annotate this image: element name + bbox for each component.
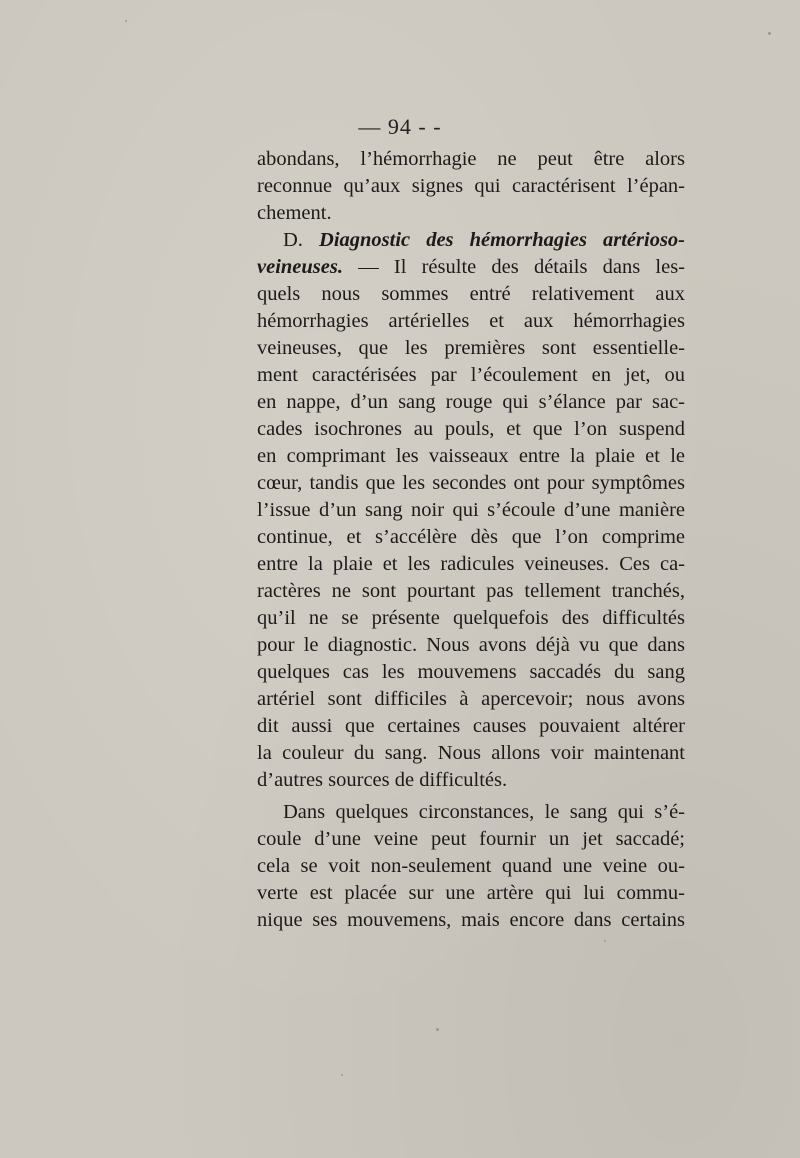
text-line: coule d’une veine peut fournir un jet saccadé; [257,828,685,850]
text-line: pour le diagnostic. Nous avons déjà vu que dans [257,634,685,656]
section-title-continued: veineuses. [257,256,343,278]
text-line: l’issue d’un sang noir qui s’écoule d’une manière [257,499,685,521]
text-line: artériel sont difficiles à apercevoir; nous avons [257,688,685,710]
text-line: ment caractérisées par l’écoulement en jet, ou [257,364,685,386]
text-line: cela se voit non-seulement quand une veine ou- [257,855,685,877]
text-line: chement. [257,202,332,224]
text-line: dit aussi que certaines causes pouvaient altérer [257,715,685,737]
text-line: continue, et s’accélère dès que l’on comprime [257,526,685,548]
paper-speck [125,20,127,22]
text-line: en comprimant les vaisseaux entre la plaie et le [257,445,685,467]
text-line: en nappe, d’un sang rouge qui s’élance par sac- [257,391,685,413]
text-line: hémorrhagies artérielles et aux hémorrhagies [257,310,685,332]
section-title: Diagnostic des hémorrhagies artérioso- [319,229,685,251]
text-line: veineuses, que les premières sont essentielle- [257,337,685,359]
text-line: reconnue qu’aux signes qui caractérisent l’épan- [257,175,685,197]
text-line: verte est placée sur une artère qui lui commu- [257,882,685,904]
text-line: — Il résulte des détails dans les- [358,256,686,278]
text-line: cœur, tandis que les secondes ont pour symptômes [257,472,685,494]
text-line: la couleur du sang. Nous allons voir maintenant [257,742,685,764]
section-heading-continuation [257,254,685,281]
paper-speck [436,1028,439,1031]
text-line: abondans, l’hémorrhagie ne peut être alors [257,148,685,170]
page-number: — 94 - - [358,114,442,139]
text-line: d’autres sources de difficultés. [257,769,508,791]
section-heading-line [257,227,685,254]
paper-speck [768,32,771,35]
text-line: quels nous sommes entré relativement aux [257,283,685,305]
paper-speck [604,940,606,942]
text-line: qu’il ne se présente quelquefois des difficultés [257,607,685,629]
text-line: Dans quelques circonstances, le sang qui s’é- [283,801,685,823]
text-line: ractères ne sont pourtant pas tellement tranchés, [257,580,685,602]
text-line: cades isochrones au pouls, et que l’on suspend [257,418,685,440]
text-line: quelques cas les mouvemens saccadés du sang [257,661,685,683]
text-line: entre la plaie et les radicules veineuses. Ces ca- [257,553,685,575]
body-text [257,146,685,934]
text-line: nique ses mouvemens, mais encore dans certains [257,909,685,931]
paper-speck [341,1074,343,1076]
section-label: D. [283,229,303,251]
